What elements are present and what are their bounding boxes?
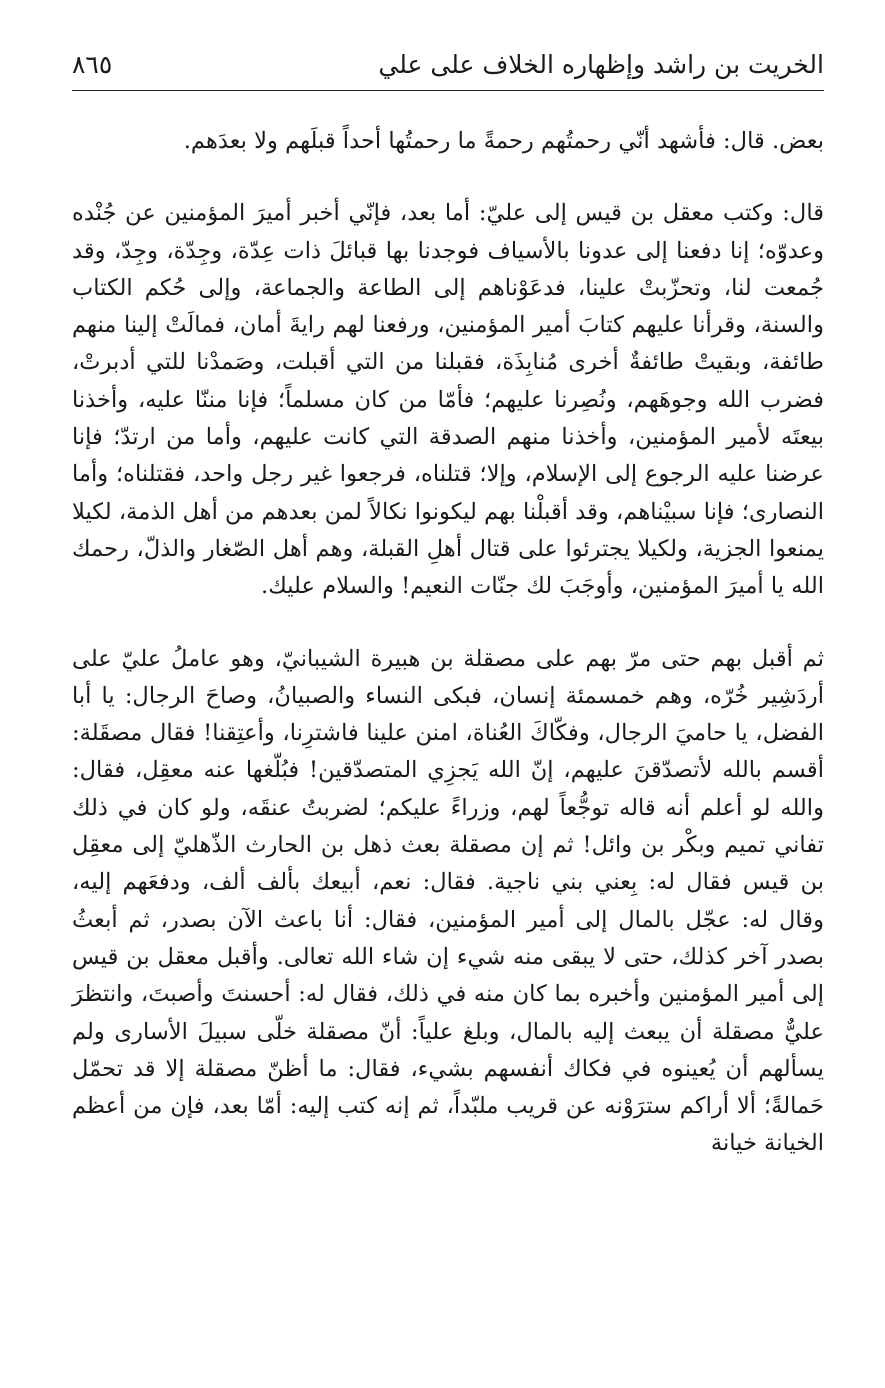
page-header [72,44,824,91]
paragraph-2: قال: وكتب معقل بن قيس إلى عليّ: أما بعد، فإنّي أخبر أميرَ المؤمنين عن جُنْده وعدوّه؛ إنا دفعنا إلى عدونا بالأسياف فوجدنا بها قبائلَ ذات عِدّة، وجِدّة، وجِدّ، وقد جُمعت لنا، وتحزّبتْ علينا، فدعَوْناهم إلى الطاعة والجماعة، وإلى حُكم الكتاب والسنة، وقرأنا عليهم كتابَ أمير المؤمنين، ورفعنا لهم رايةَ أمان، فمالَتْ إلينا منهم طائفة، وبقيتْ طائفةٌ أخرى مُنابِذَة، فقبلنا من التي أقبلت، وصَمدْنا للتي أدبرتْ، فضرب الله وجوهَهم، ونُصِرنا عليهم؛ فأمّا من كان مسلماً؛ فإنا مننّا عليه، وأخذنا بيعتَه لأمير المؤمنين، وأخذنا منهم الصدقة التي كانت عليهم، وأما من ارتدّ؛ فإنا عرضنا عليه الرجوع إلى الإسلام، وإلا؛ قتلناه، فرجعوا غير رجل واحد، فقتلناه؛ وأما النصارى؛ فإنا سبيْناهم، وقد أقبلْنا بهم ليكونوا نكالاً لمن بعدهم من أهل الذمة، لكيلا يمنعوا الجزية، ولكيلا يجترئوا على قتال أهلِ القبلة، وهم أهل الصّغار والذلّ، رحمك الله يا أميرَ المؤمنين، وأوجَبَ لك جنّات النعيم! والسلام عليك. [72,200,824,600]
page-body [72,123,824,1163]
paragraph-3: ثم أقبل بهم حتى مرّ بهم على مصقلة بن هبيرة الشيبانيّ، وهو عاملُ عليّ على أردَشِير خُرّه، وهم خمسمئة إنسان، فبكى النساء والصبيانُ، وصاحَ الرجال: يا أبا الفضل، يا حاميَ الرجال، وفكّاكَ العُناة، امنن علينا فاشترِنا، وأعتِقنا! فقال مصقَلة: أقسم بالله لأتصدّقنَ عليهم، إنّ الله يَجزِي المتصدّقين! فبُلّغها عنه معقِل، فقال: والله لو أعلم أنه قاله توجُّعاً لهم، وزراءً عليكم؛ لضربتُ عنقَه، ولو كان في ذلك تفاني تميم وبكْر بن وائل! ثم إن مصقلة بعث ذهل بن الحارث الذّهليّ إلى معقِل بن قيس فقال له: بِعني بني ناجية. فقال: نعم، أبيعك بألف ألف، ودفعَهم إليه، وقال له: عجّل بالمال إلى أمير المؤمنين، فقال: أنا باعث الآن بصدر، ثم أبعثُ بصدر آخر كذلك، حتى لا يبقى منه شيء إن شاء الله تعالى. وأقبل معقل بن قيس إلى أمير المؤمنين وأخبره بما كان منه في ذلك، فقال له: أحسنتَ وأصبتَ، وانتظرَ عليٌّ مصقلة أن يبعث إليه بالمال، وبلغ علياً: أنّ مصقلة خلّى سبيلَ الأسارى ولم يسألهم أن يُعينوه في فكاك أنفسهم بشيء، فقال: ما أظنّ مصقلة إلا قد تحمّل حَمالةً؛ ألا أراكم سترَوْنه عن قريب ملبّداً، ثم إنه كتب إليه: أمّا بعد، فإن من أعظم الخيانة خيانة [72,645,825,1157]
paragraph-1: بعض. قال: فأشهد أنّي رحمتُهم رحمةً ما رحمتُها أحداً قبلَهم ولا بعدَهم. [183,128,824,154]
book-page [72,44,824,1364]
page-number: ٨٦٥ [72,50,113,79]
running-title: الخريت بن راشد وإظهاره الخلاف على علي [378,50,824,79]
